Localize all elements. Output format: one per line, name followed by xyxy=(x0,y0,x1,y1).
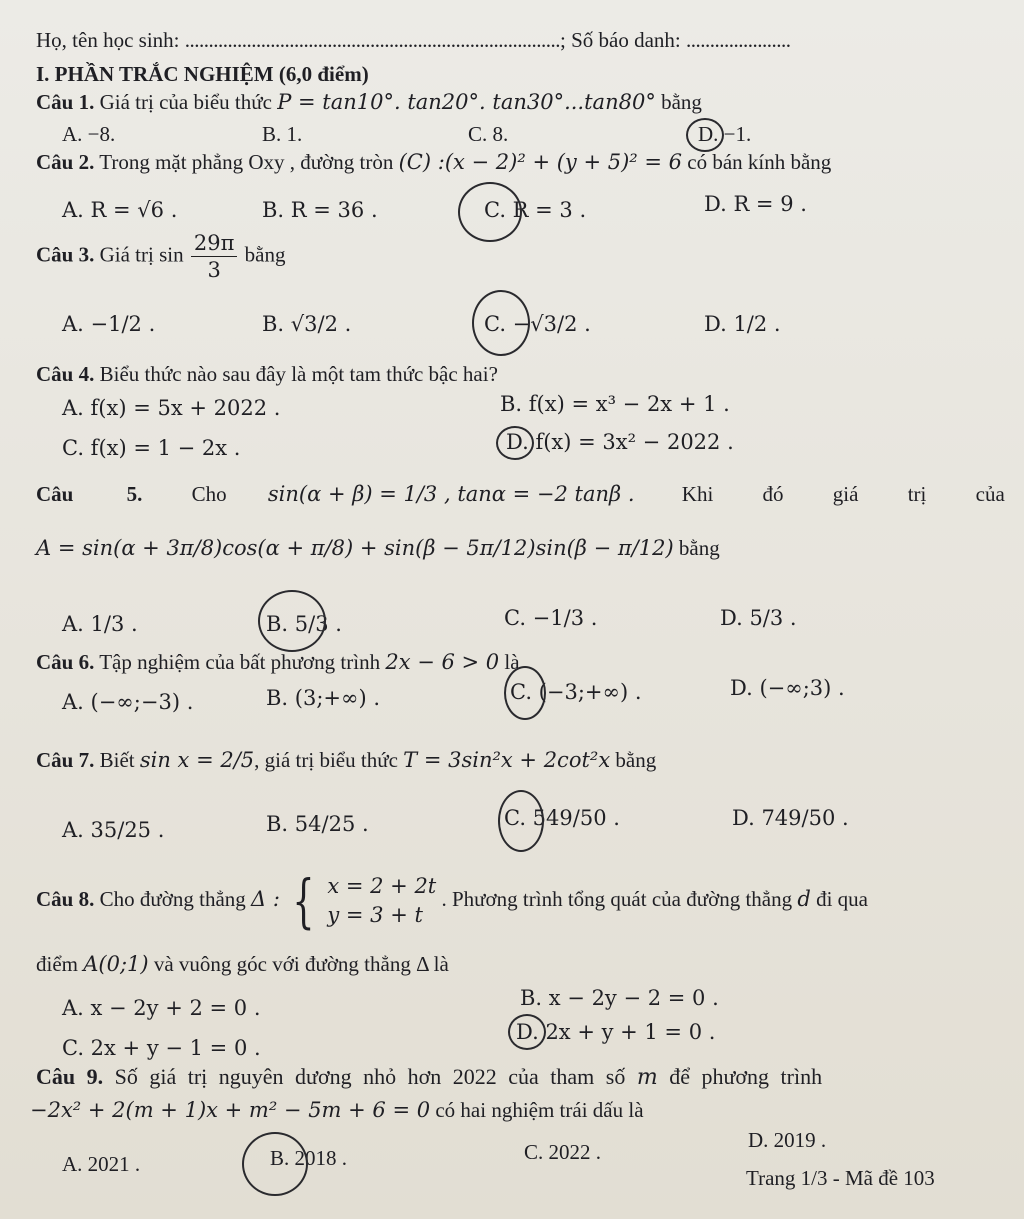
q5-option-d: D. 5/3 . xyxy=(720,606,797,630)
question-8-brace: { xyxy=(292,867,315,936)
q4-option-b: B. f(x) = x³ − 2x + 1 . xyxy=(500,392,730,416)
question-8-tail-2: đi qua xyxy=(816,887,868,912)
q4-option-c: C. f(x) = 1 − 2x . xyxy=(62,436,241,460)
question-2-expression: (C) :(x − 2)² + (y + 5)² = 6 xyxy=(398,150,682,174)
q7-option-a: A. 35/25 . xyxy=(62,818,165,842)
q9-option-a: A. 2021 . xyxy=(62,1152,141,1176)
q1-option-c: C. 8. xyxy=(468,122,509,146)
question-7 xyxy=(36,748,656,773)
question-8-line-d: d xyxy=(797,887,811,912)
q2-option-c: C. R = 3 . xyxy=(484,198,587,222)
question-8-line-2 xyxy=(36,952,449,977)
q4-option-a: A. f(x) = 5x + 2022 . xyxy=(62,396,281,420)
question-8-system xyxy=(327,872,436,931)
question-8-text: Cho đường thẳng xyxy=(99,887,246,912)
question-7-tail: , giá trị biểu thức xyxy=(254,748,398,772)
q1-answer-circle xyxy=(686,118,724,152)
q5-option-b: B. 5/3 . xyxy=(266,612,342,636)
q3-frac-den: 3 xyxy=(207,258,221,283)
question-9-number: Câu 9. xyxy=(36,1064,104,1089)
q7-option-d: D. 749/50 . xyxy=(732,806,849,830)
q8-line-2-label: điểm xyxy=(36,952,78,976)
q2-option-d: D. R = 9 . xyxy=(704,192,807,216)
question-3-text: Giá trị sin xyxy=(99,242,184,267)
q4-option-d: D. f(x) = 3x² − 2022 . xyxy=(506,430,734,454)
question-9 xyxy=(36,1064,822,1090)
question-1-text: Giá trị của biểu thức xyxy=(99,90,272,114)
q5-answer-circle xyxy=(258,590,326,652)
student-name-dots: ............................................................................... xyxy=(184,28,560,52)
q8-option-c: C. 2x + y − 1 = 0 . xyxy=(62,1036,261,1060)
q7-answer-circle xyxy=(498,790,544,852)
question-1-number: Câu 1. xyxy=(36,90,95,114)
question-8-delta: Δ : xyxy=(251,887,280,912)
question-3-tail: bằng xyxy=(244,242,286,267)
question-5 xyxy=(36,482,1005,507)
q1-option-d: D. −1. xyxy=(698,122,752,146)
question-9-param: m xyxy=(636,1065,658,1090)
question-5-text: Cho xyxy=(191,482,227,506)
question-9-text: Số giá trị nguyên dương nhỏ hơn 2022 của tham số xyxy=(114,1064,626,1089)
question-3-fraction xyxy=(191,232,238,281)
question-5-expression-2: A = sin(α + 3π/8)cos(α + π/8) + sin(β − 5π/12)sin(β − π/12) xyxy=(36,536,674,560)
q3-option-c: C. −√3/2 . xyxy=(484,312,591,336)
question-5-number-2: 5. xyxy=(126,482,143,506)
q2-option-b: B. R = 36 . xyxy=(262,198,378,222)
q7-option-b: B. 54/25 . xyxy=(266,812,369,836)
q8-option-a: A. x − 2y + 2 = 0 . xyxy=(62,996,261,1020)
q9-option-b: B. 2018 . xyxy=(270,1146,348,1170)
q9-equation: −2x² + 2(m + 1)x + m² − 5m + 6 = 0 xyxy=(30,1098,431,1122)
section-title: I. PHẦN TRẮC NGHIỆM (6,0 điểm) xyxy=(36,62,369,86)
q3-option-a: A. −1/2 . xyxy=(62,312,156,336)
q8-point: A(0;1) xyxy=(83,952,149,976)
question-9-line-2 xyxy=(30,1098,644,1123)
question-3-number: Câu 3. xyxy=(36,242,95,267)
q5-word-cua: của xyxy=(975,482,1005,506)
q3-answer-circle xyxy=(472,290,530,356)
question-4-text: Biểu thức nào sau đây là một tam thức bậc hai? xyxy=(99,362,498,386)
question-6-tail: là xyxy=(504,650,520,674)
question-7-expression-2: T = 3sin²x + 2cot²x xyxy=(403,748,611,772)
q3-option-d: D. 1/2 . xyxy=(704,312,781,336)
q6-option-d: D. (−∞;3) . xyxy=(730,676,845,700)
question-2 xyxy=(36,150,831,175)
q6-option-b: B. (3;+∞) . xyxy=(266,686,381,710)
q6-option-a: A. (−∞;−3) . xyxy=(62,690,194,714)
q2-option-a: A. R = √6 . xyxy=(62,198,178,222)
question-4-number: Câu 4. xyxy=(36,362,95,386)
q5-option-c: C. −1/3 . xyxy=(504,606,598,630)
question-6-text: Tập nghiệm của bất phương trình xyxy=(99,650,381,674)
question-2-number: Câu 2. xyxy=(36,150,95,174)
question-4 xyxy=(36,362,498,387)
q7-option-c: C. 549/50 . xyxy=(504,806,620,830)
question-7-expression: sin x = 2/5 xyxy=(139,748,255,772)
question-2-text: Trong mặt phẳng Oxy , đường tròn xyxy=(99,150,394,174)
q2-answer-circle xyxy=(458,182,522,242)
q5-word-tri: trị xyxy=(907,482,927,506)
q8-answer-circle xyxy=(508,1014,546,1050)
page-footer: Trang 1/3 - Mã đề 103 xyxy=(746,1166,935,1190)
question-6-number: Câu 6. xyxy=(36,650,95,674)
question-8-tail: . Phương trình tổng quát của đường thẳng xyxy=(441,887,793,912)
q1-option-a: A. −8. xyxy=(62,122,116,146)
q5-word-do: đó xyxy=(762,482,784,506)
student-name-line xyxy=(36,28,790,53)
q8-option-b: B. x − 2y − 2 = 0 . xyxy=(520,986,719,1010)
student-id-dots: ...................... xyxy=(685,28,791,52)
q9-option-c: C. 2022 . xyxy=(524,1140,602,1164)
question-5-expression: sin(α + β) = 1/3 , tanα = −2 tanβ . xyxy=(267,482,635,506)
question-8 xyxy=(36,867,868,936)
q8-option-d: D. 2x + y + 1 = 0 . xyxy=(516,1020,716,1044)
question-7-text: Biết xyxy=(99,748,135,772)
q5-word-khi: Khi xyxy=(681,482,714,506)
question-9-tail: để phương trình xyxy=(669,1064,823,1089)
q5-word-gia: giá xyxy=(832,482,859,506)
q6-answer-circle xyxy=(504,666,546,720)
q1-option-b: B. 1. xyxy=(262,122,303,146)
question-5-line-2-tail: bằng xyxy=(678,536,720,560)
q6-option-c: C. (−3;+∞) . xyxy=(510,680,642,704)
q9-option-d: D. 2019 . xyxy=(748,1128,827,1152)
q8-system-line-1: x = 2 + 2t xyxy=(327,874,437,898)
q8-system-line-2: y = 3 + t xyxy=(327,903,423,928)
q9-line-2-tail: có hai nghiệm trái dấu là xyxy=(435,1098,644,1122)
question-3 xyxy=(36,232,285,281)
question-8-number: Câu 8. xyxy=(36,887,95,912)
q4-answer-circle xyxy=(496,426,534,460)
q5-option-a: A. 1/3 . xyxy=(62,612,138,636)
question-1-expression: P = tan10°. tan20°. tan30°...tan80° xyxy=(277,90,656,114)
question-6 xyxy=(36,650,520,675)
question-5-line-2 xyxy=(36,536,720,561)
question-1-tail: bằng xyxy=(661,90,702,114)
question-1 xyxy=(36,90,702,115)
question-7-tail-2: bằng xyxy=(615,748,657,772)
question-5-number: Câu xyxy=(36,482,74,506)
question-2-tail: có bán kính bằng xyxy=(687,150,832,174)
q3-option-b: B. √3/2 . xyxy=(262,312,352,336)
q8-line-2-tail: và vuông góc với đường thẳng Δ là xyxy=(153,952,449,976)
student-name-label: Họ, tên học sinh: xyxy=(36,28,185,52)
q3-frac-num: 29π xyxy=(191,232,238,257)
student-id-label: ; Số báo danh: xyxy=(559,28,681,52)
q9-answer-circle xyxy=(242,1132,308,1196)
question-7-number: Câu 7. xyxy=(36,748,95,772)
question-6-expression: 2x − 6 > 0 xyxy=(385,650,500,674)
